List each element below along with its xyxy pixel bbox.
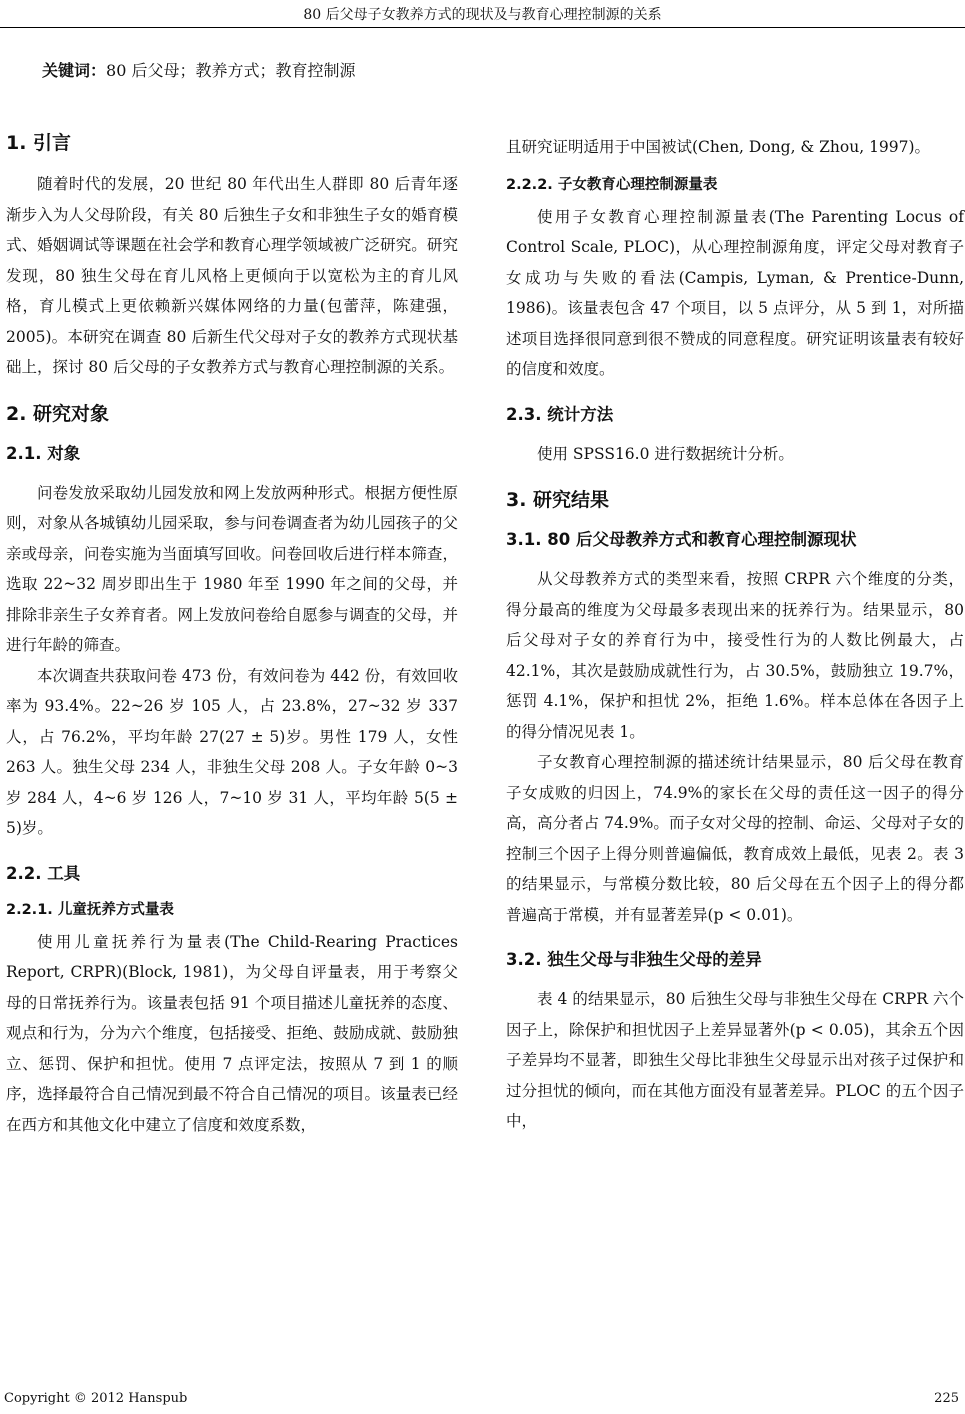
continued-paragraph: 且研究证明适用于中国被试(Chen, Dong, & Zhou, 1997)。 — [506, 138, 931, 156]
keywords — [42, 58, 355, 81]
section-3-2-title: 3.2. 独生父母与非独生父母的差异 — [506, 950, 762, 969]
section-2-2-2-title: 2.2.2. 子女教育心理控制源量表 — [506, 176, 718, 193]
section-2-2-1-title: 2.2.1. 儿童抚养方式量表 — [6, 901, 174, 918]
section-2-2-title: 2.2. 工具 — [6, 863, 81, 883]
left-column — [6, 128, 458, 1140]
section-3-1-paragraph-2: 子女教育心理控制源的描述统计结果显示，80 后父母在教育子女成败的归因上，74.9%的家长在父母的责任这一因子的得分高，高分者占 74.9%。而子女对父母的控制、命运、父母对子女的控制三个因子上得分则普遍偏低，教育成效上最低，见表 2。表 3 的结果显示，与常模分数比较，80 后父母在五个因子上的得分都普遍高于常模，并有显著差异(p < 0.01)。 — [506, 753, 964, 924]
section-3-1-title: 3.1. 80 后父母教养方式和教育心理控制源现状 — [506, 530, 857, 549]
section-2-title: 2. 研究对象 — [6, 402, 110, 425]
section-3-1-paragraph-1: 从父母教养方式的类型来看，按照 CRPR 六个维度的分类，得分最高的维度为父母最多表现出来的抚养行为。结果显示，80 后父母对子女的养育行为中，接受性行为的人数比例最大，占 42.1%，其次是鼓励成就性行为，占 30.5%，鼓励独立 19.7%，惩罚 4.1%，保护和担忧 2%，拒绝 1.6%。样本总体在各因子上的得分情况见表 1。 — [506, 570, 964, 741]
section-2-3-title: 2.3. 统计方法 — [506, 404, 614, 424]
section-2-1-paragraph-2: 本次调查共获取问卷 473 份，有效问卷为 442 份，有效回收率为 93.4%。22~26 岁 105 人，占 23.8%，27~32 岁 337 人，占 76.2%，平均年龄 27(27 ± 5)岁。男性 179 人，女性 263 人。独生父母 234 人，非独生父母 208 人。子女年龄 0~3 岁 284 人，4~6 岁 126 人，7~10 岁 31 人，平均年龄 5(5 ± 5)岁。 — [6, 666, 458, 837]
page-number: 225 — [934, 1391, 959, 1406]
section-3-2-paragraph: 表 4 的结果显示，80 后独生父母与非独生父母在 CRPR 六个因子上，除保护和担忧因子上差异显著外(p < 0.05)，其余五个因子差异均不显著，即独生父母比非独生父母显示出对孩子过保护和过分担忧的倾向，而在其他方面没有显著差异。PLOC 的五个因子中， — [506, 990, 964, 1130]
right-column — [506, 132, 964, 1137]
running-header: 80 后父母子女教养方式的现状及与教育心理控制源的关系 — [303, 7, 662, 23]
header-rule — [0, 27, 965, 28]
section-1-paragraph: 随着时代的发展，20 世纪 80 年代出生人群即 80 后青年逐渐步入为人父母阶段，有关 80 后独生子女和非独生子女的婚育模式、婚姻调试等课题在社会学和教育心理学领域被广泛研究。研究发现，80 独生父母在育儿风格上更倾向于以宽松为主的育儿风格，育儿模式上更依赖新兴媒体网络的力量(包蕾萍，陈建强，2005)。本研究在调查 80 后新生代父母对子女的教养方式现状基础上，探讨 80 后父母的子女教养方式与教育心理控制源的关系。 — [6, 175, 458, 376]
section-1-title: 1. 引言 — [6, 132, 72, 154]
keywords-label: 关键词： — [42, 61, 107, 80]
section-3-title: 3. 研究结果 — [506, 489, 610, 511]
section-2-1-title: 2.1. 对象 — [6, 443, 81, 463]
section-2-3-paragraph: 使用 SPSS16.0 进行数据统计分析。 — [537, 444, 794, 463]
section-2-2-1-paragraph: 使用儿童抚养行为量表(The Child-Rearing Practices Report, CRPR)(Block, 1981)，为父母自评量表，用于考察父母的日常抚养行为。该量表包括 91 个项目描述儿童抚养的态度、观点和行为，分为六个维度，包括接受、拒绝、鼓励成就、鼓励独立、惩罚、保护和担忧。使用 7 点评定法，按照从 7 到 1 的顺序，选择最符合自己情况到最不符合自己情况的项目。该量表已经在西方和其他文化中建立了信度和效度系数， — [6, 932, 458, 1134]
copyright: Copyright © 2012 Hanspub — [4, 1391, 188, 1406]
section-2-2-2-paragraph: 使用子女教育心理控制源量表(The Parenting Locus of Control Scale, PLOC)，从心理控制源角度，评定父母对教育子女成功与失败的看法(Campis, Lyman, & Prentice-Dunn, 1986)。该量表包含 47 个项目，以 5 点评分，从 5 到 1，对所描述项目选择很同意到很不赞成的同意程度。研究证明该量表有较好的信度和效度。 — [506, 207, 964, 378]
section-2-1-paragraph-1: 问卷发放采取幼儿园发放和网上发放两种形式。根据方便性原则，对象从各城镇幼儿园采取，参与问卷调查者为幼儿园孩子的父亲或母亲，问卷实施为当面填写回收。问卷回收后进行样本筛查，选取 22~32 周岁即出生于 1980 年至 1990 年之间的父母，并排除非亲生子女养育者。网上发放问卷给自愿参与调查的父母，并进行年龄的筛查。 — [6, 483, 458, 654]
keywords-text: 80 后父母；教养方式；教育控制源 — [106, 61, 356, 80]
